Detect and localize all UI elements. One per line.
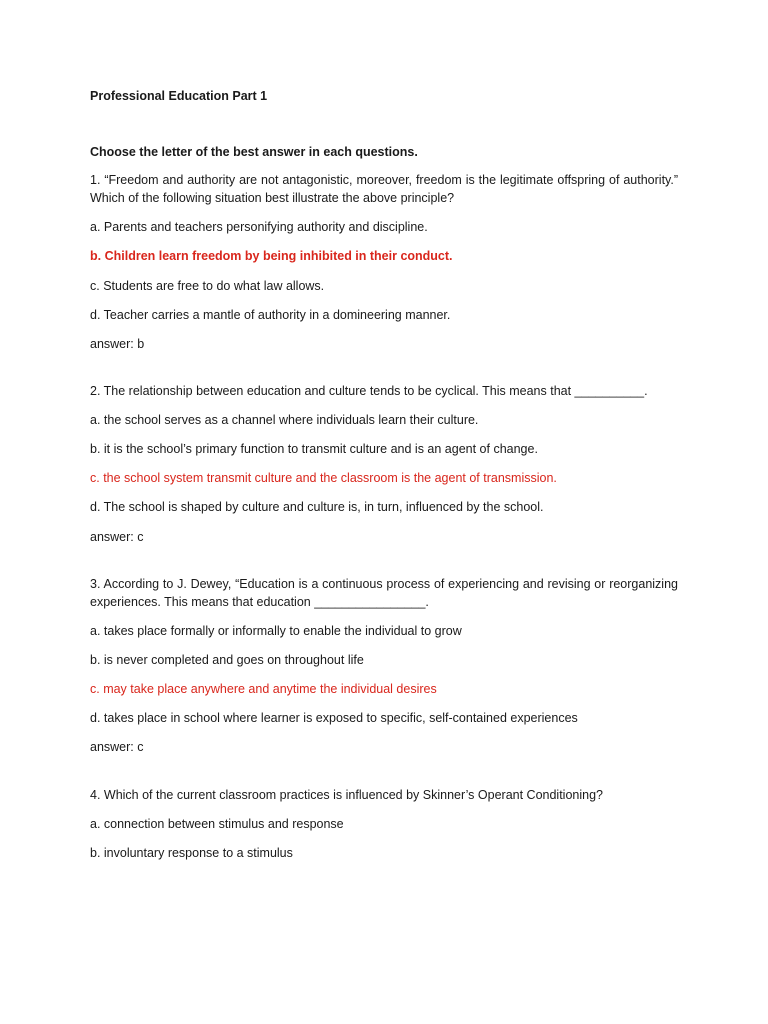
- option-b: b. involuntary response to a stimulus: [90, 845, 293, 860]
- question-4: [90, 786, 678, 862]
- question-stem: 2. The relationship between education and culture tends to be cyclical. This means that __________.: [90, 383, 648, 398]
- question-2: [90, 382, 678, 546]
- option-b-correct: b. Children learn freedom by being inhibited in their conduct.: [90, 249, 453, 264]
- option-a: a. the school serves as a channel where individuals learn their culture.: [90, 413, 479, 427]
- option-d: d. The school is shaped by culture and culture is, in turn, influenced by the school.: [90, 500, 544, 515]
- option-c-correct: c. the school system transmit culture and the classroom is the agent of transmission.: [90, 471, 557, 486]
- spacer: [90, 557, 678, 575]
- question-stem: 3. According to J. Dewey, “Education is a continuous process of experiencing and revising or reorganizing experiences. This means that education ________________.: [90, 576, 678, 609]
- question-3: [90, 575, 678, 757]
- option-c-correct: c. may take place anywhere and anytime the individual desires: [90, 682, 437, 697]
- spacer: [90, 364, 678, 382]
- instructions: Choose the letter of the best answer in each questions.: [90, 144, 418, 159]
- answer-key: answer: c: [90, 740, 144, 755]
- question-stem: 1. “Freedom and authority are not antagonistic, moreover, freedom is the legitimate offspring of authority.” Which of the following situation best illustrate the above principle?: [90, 173, 678, 206]
- question-stem: 4. Which of the current classroom practices is influenced by Skinner’s Operant Conditioning?: [90, 787, 603, 802]
- answer-key: answer: c: [90, 529, 144, 544]
- option-a: a. Parents and teachers personifying authority and discipline.: [90, 220, 428, 235]
- document-title: Professional Education Part 1: [90, 89, 268, 103]
- option-b: b. it is the school’s primary function to transmit culture and is an agent of change.: [90, 442, 538, 457]
- option-c: c. Students are free to do what law allows.: [90, 278, 325, 293]
- document-page: [90, 88, 678, 873]
- option-d: d. Teacher carries a mantle of authority in a domineering manner.: [90, 307, 451, 322]
- option-a: a. connection between stimulus and response: [90, 816, 344, 831]
- answer-key: answer: b: [90, 336, 145, 351]
- question-1: [90, 171, 678, 353]
- spacer: [90, 768, 678, 786]
- option-a: a. takes place formally or informally to enable the individual to grow: [90, 623, 462, 638]
- option-b: b. is never completed and goes on throughout life: [90, 653, 364, 667]
- option-d: d. takes place in school where learner is exposed to specific, self-contained experiences: [90, 711, 578, 726]
